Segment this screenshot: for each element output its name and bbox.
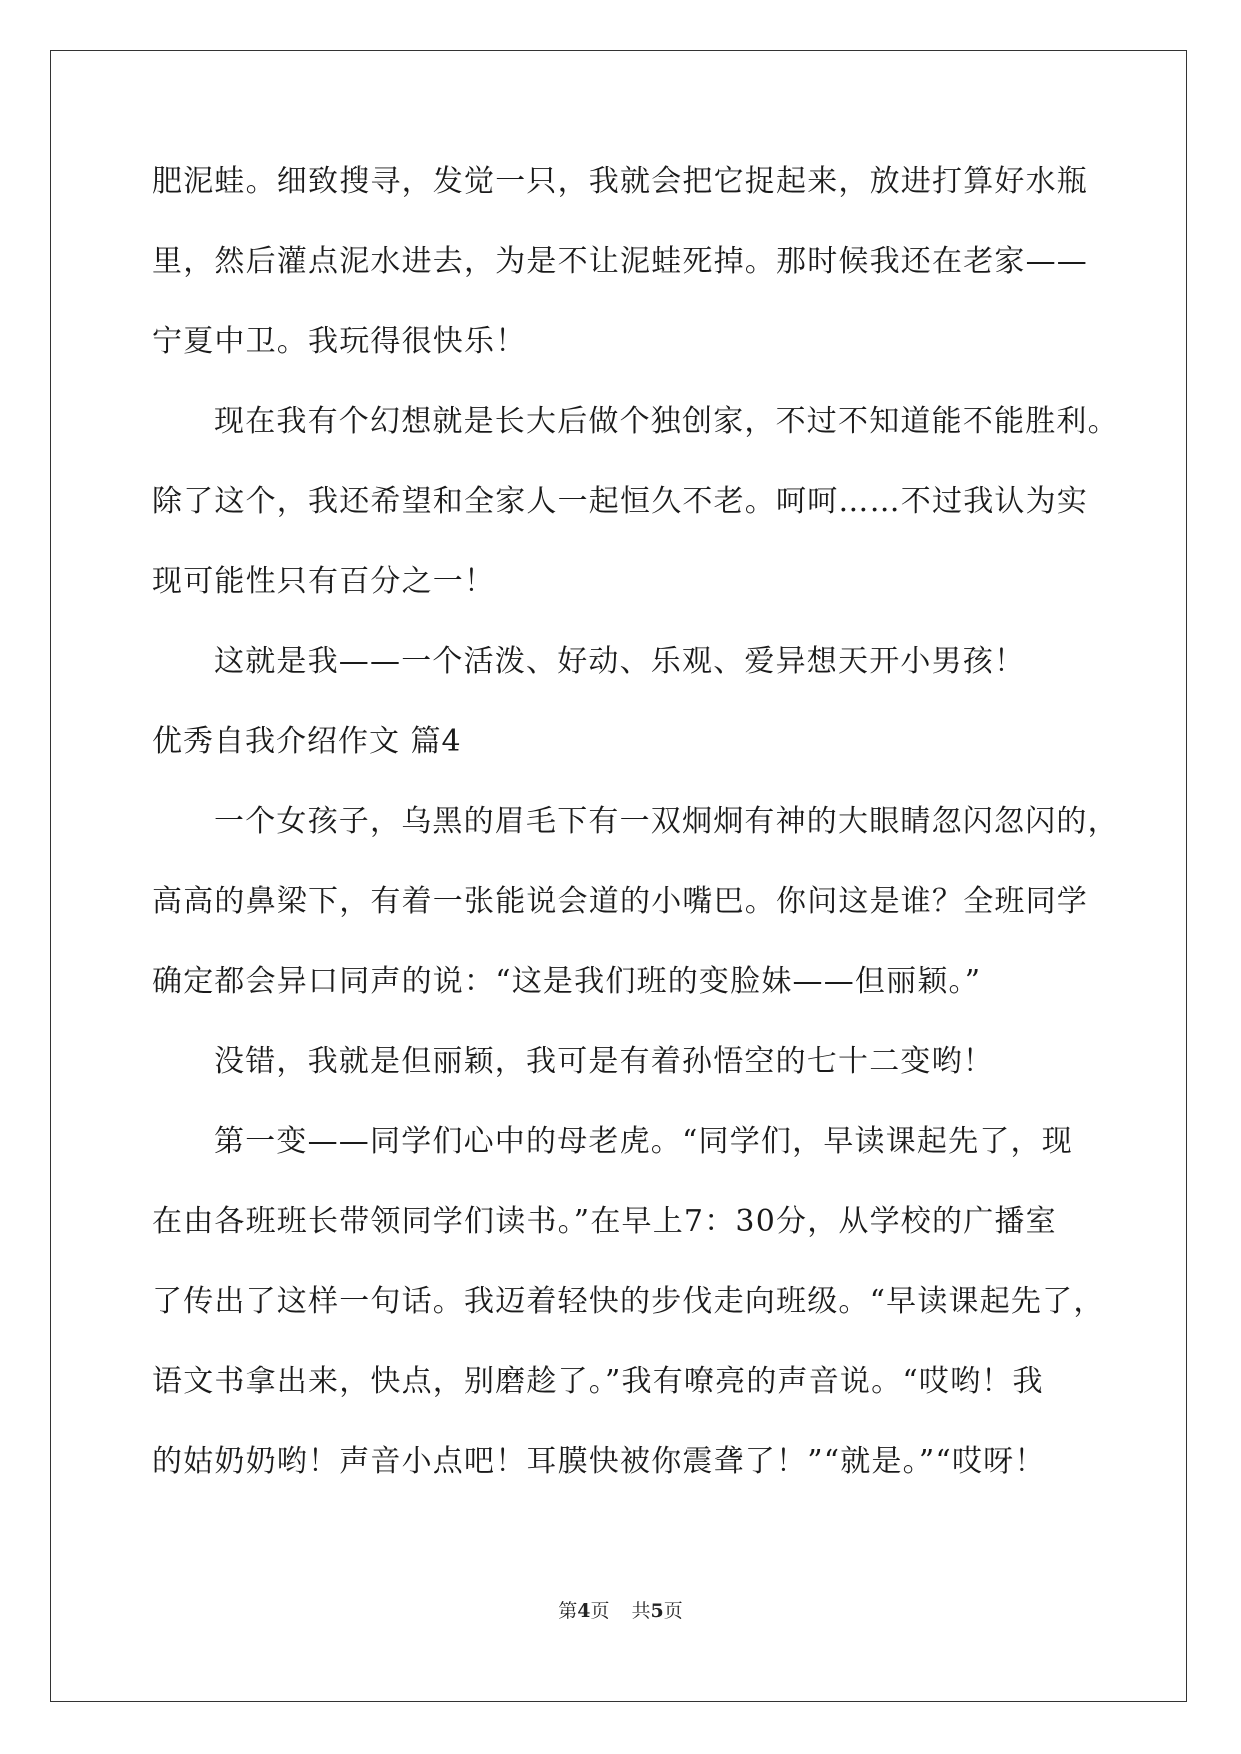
paragraph-start: 第一变——同学们心中的母老虎。“同学们，早读课起先了，现	[214, 1124, 1073, 1159]
paragraph-start: 现在我有个幻想就是长大后做个独创家，不过不知道能不能胜利。	[214, 404, 1119, 439]
text-line: 确定都会异口同声的说：“这是我们班的变脸妹——但丽颖。”	[152, 964, 982, 999]
text-line: 了传出了这样一句话。我迈着轻快的步伐走向班级。“早读课起先了，	[152, 1284, 1105, 1319]
paragraph-start: 没错，我就是但丽颖，我可是有着孙悟空的七十二变哟！	[214, 1044, 994, 1079]
text-line: 肥泥蛙。细致搜寻，发觉一只，我就会把它捉起来，放进打算好水瓶	[152, 164, 1088, 199]
page-unit: 页	[590, 1600, 610, 1622]
text-line: 除了这个，我还希望和全家人一起恒久不老。呵呵……不过我认为实	[152, 484, 1088, 519]
section-heading: 优秀自我介绍作文 篇4	[152, 724, 462, 759]
text-line: 里，然后灌点泥水进去，为是不让泥蛙死掉。那时候我还在老家——	[152, 244, 1088, 279]
text-line: 语文书拿出来，快点，别磨趁了。”我有嘹亮的声音说。“哎哟！我	[152, 1364, 1044, 1399]
paragraph-start: 一个女孩子，乌黑的眉毛下有一双炯炯有神的大眼睛忽闪忽闪的，	[214, 804, 1119, 839]
total-unit: 页	[663, 1600, 683, 1622]
page-prefix: 第	[558, 1600, 578, 1622]
document-body	[152, 162, 1119, 1522]
text-line: 高高的鼻梁下，有着一张能说会道的小嘴巴。你问这是谁？全班同学	[152, 884, 1088, 919]
text-line: 现可能性只有百分之一！	[152, 564, 496, 599]
page-footer	[0, 1596, 1241, 1623]
total-prefix: 共	[631, 1600, 651, 1622]
text-line: 的姑奶奶哟！声音小点吧！耳膜快被你震聋了！”“就是。”“哎呀！	[152, 1444, 1046, 1479]
paragraph-start: 这就是我——一个活泼、好动、乐观、爱异想天开小男孩！	[214, 644, 1026, 679]
text-line: 宁夏中卫。我玩得很快乐！	[152, 324, 527, 359]
page-current: 4	[577, 1600, 591, 1622]
page-total: 5	[650, 1600, 664, 1622]
text-line: 在由各班班长带领同学们读书。”在早上7：30分，从学校的广播室	[152, 1204, 1057, 1239]
